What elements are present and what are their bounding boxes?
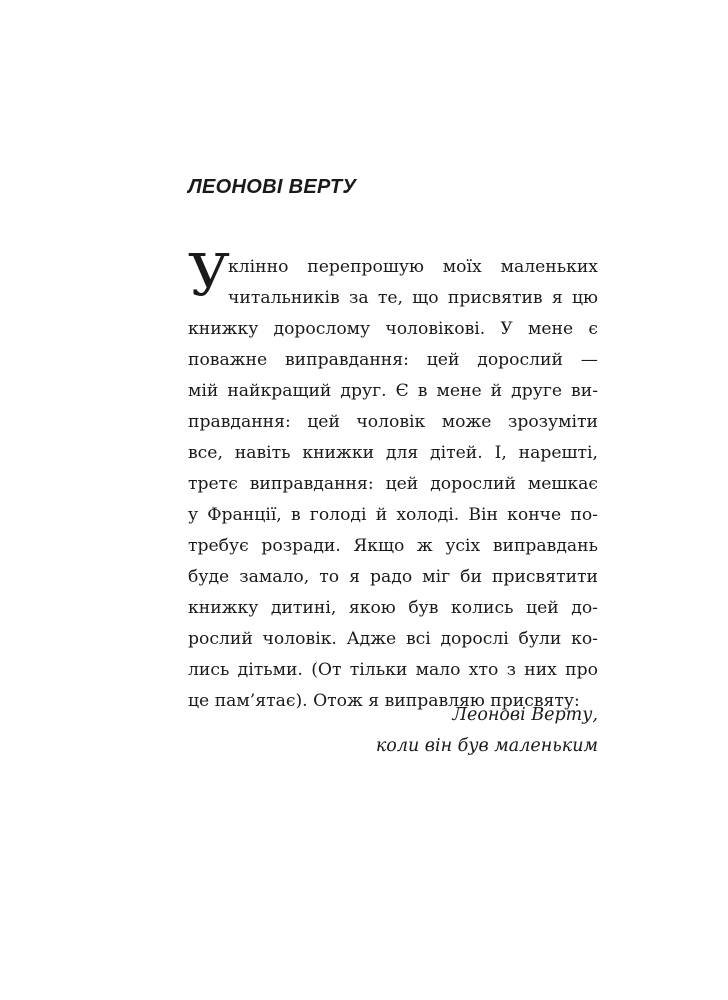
text-line: клінно перепрошую моїх маленьких	[228, 257, 598, 277]
text-line: книжку дитині, якою був колись цей до-	[188, 598, 598, 618]
text-line: буде замало, то я радо міг би присвятити	[188, 567, 598, 587]
drop-cap: У	[188, 241, 230, 309]
signature-line-2: коли він був маленьким	[375, 736, 598, 756]
text-line: це пам’ятає). Отож я виправляю присвяту:	[188, 691, 580, 711]
text-line: книжку дорослому чоловікові. У мене є	[188, 319, 598, 339]
signature-line-1: Леонові Верту,	[452, 705, 598, 725]
text-line: рослий чоловік. Адже всі дорослі були ко-	[188, 629, 598, 649]
text-line: читальників за те, що присвятив я цю	[228, 288, 598, 308]
dedication-heading: ЛЕОНОВІ ВЕРТУ	[188, 176, 357, 198]
text-line: правдання: цей чоловік може зрозуміти	[188, 412, 598, 432]
text-line: у Франції, в голоді й холоді. Він конче по-	[188, 505, 598, 525]
text-line: все, навіть книжки для дітей. І, нарешті,	[188, 443, 598, 463]
text-line: требує розради. Якщо ж усіх виправдань	[188, 536, 598, 556]
text-line: поважне виправдання: цей дорослий —	[188, 350, 598, 370]
text-line: мій найкращий друг. Є в мене й друге ви-	[188, 381, 598, 401]
text-line: лись дітьми. (От тільки мало хто з них про	[188, 660, 598, 680]
text-line: третє виправдання: цей дорослий мешкає	[188, 474, 598, 494]
